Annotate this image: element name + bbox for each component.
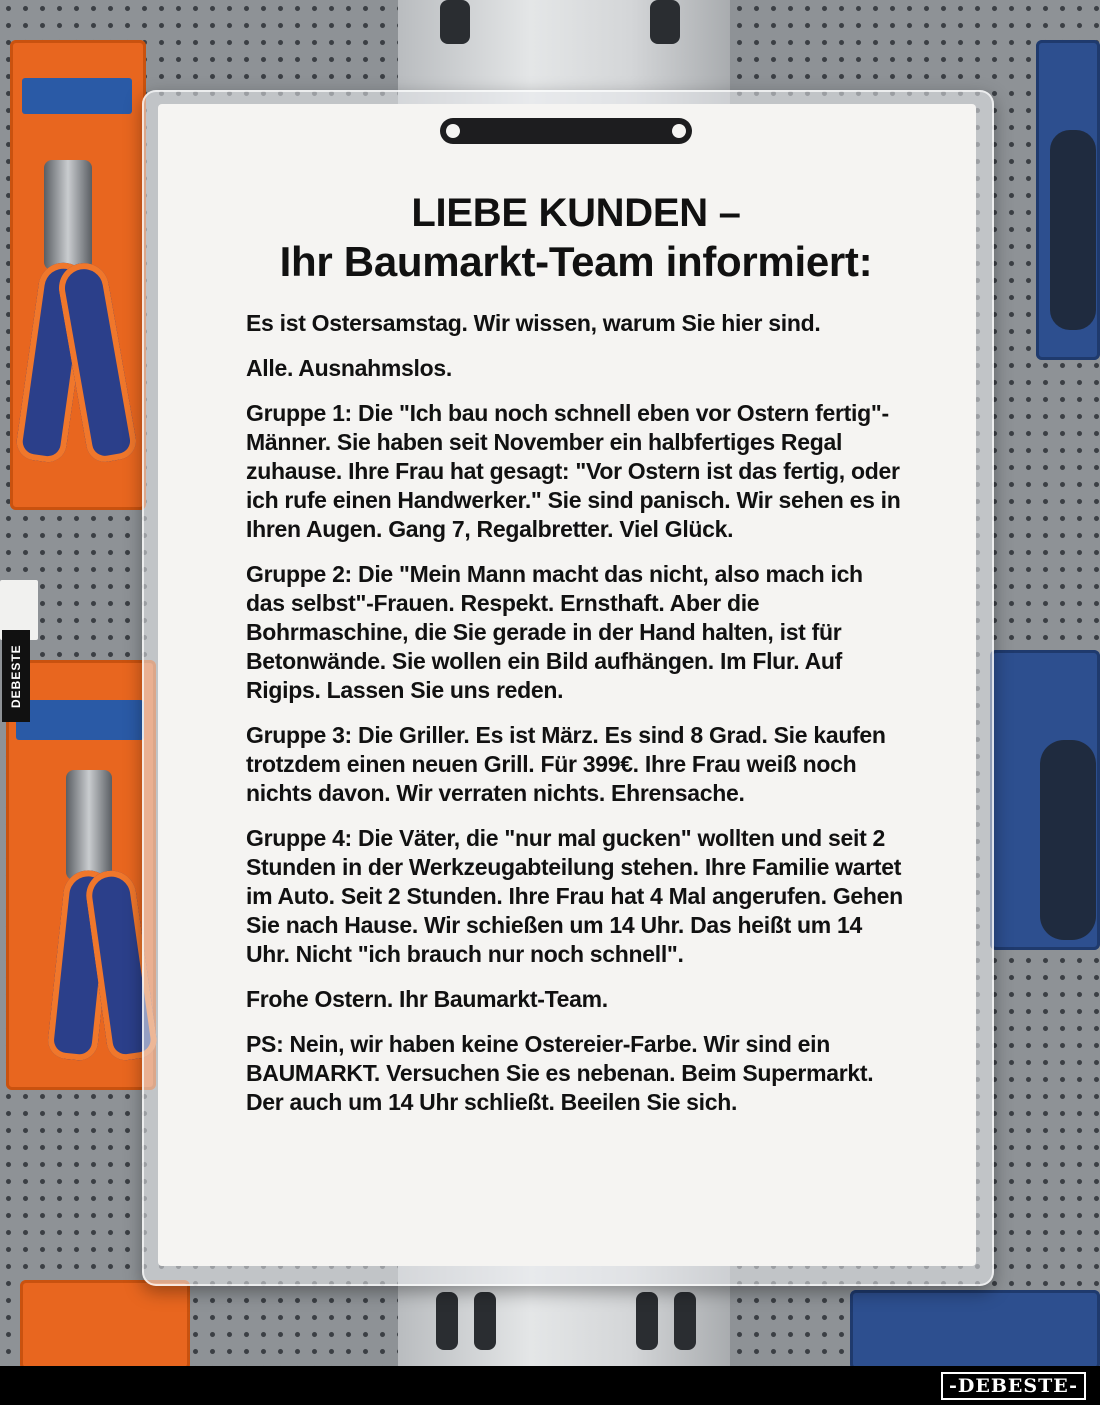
sign-text xyxy=(246,190,906,1133)
sign-paragraph: Gruppe 4: Die Väter, die "nur mal gucken" wollten und seit 2 Stunden in der Werkzeugabteilung stehen. Ihre Familie wartet im Auto. Seit 2 Stunden. Ihre Frau hat 4 Mal angerufen. Gehen Sie nach Hause. Wir schießen um 14 Uhr. Das heißt um 14 Uhr. Nicht "ich brauch nur noch schnell". xyxy=(246,824,903,967)
bottom-watermark: -DEBESTE- xyxy=(941,1372,1086,1400)
rack-slot xyxy=(674,1292,696,1350)
rack-slot xyxy=(636,1292,658,1350)
sign-title-line-2: Ihr Baumarkt-Team informiert: xyxy=(279,238,873,286)
sign-paragraph: Gruppe 1: Die "Ich bau noch schnell eben vor Ostern fertig"-Männer. Sie haben seit November ein halbfertiges Regal zuhause. Ihre Frau hat gesagt: "Vor Ostern ist das fertig, oder ich rufe einen Handwerker." Sie sind panisch. Wir sehen es in Ihren Augen. Gang 7, Regalbretter. Viel Glück. xyxy=(246,399,901,542)
screwdriver-handle xyxy=(1050,130,1096,330)
pliers-head xyxy=(66,770,112,880)
hanger-slot xyxy=(440,118,692,144)
rack-slot xyxy=(440,0,470,44)
sign-paragraph: Es ist Ostersamstag. Wir wissen, warum Sie hier sind. xyxy=(246,309,821,336)
rack-slot xyxy=(650,0,680,44)
bottom-bar xyxy=(0,1366,1100,1405)
package-bottom-right xyxy=(850,1290,1100,1370)
screwdriver-handle xyxy=(1040,740,1096,940)
sign-paragraph: Gruppe 2: Die "Mein Mann macht das nicht, also mach ich das selbst"-Frauen. Respekt. Ernsthaft. Aber die Bohrmaschine, die Sie gerade in der Hand halten, ist für Betonwände. Sie wollen ein Bild aufhängen. Im Flur. Auf Rigips. Lassen Sie uns reden. xyxy=(246,560,863,703)
sign-paragraph: Frohe Ostern. Ihr Baumarkt-Team. xyxy=(246,985,608,1012)
package-label xyxy=(22,78,132,114)
rack-slot xyxy=(436,1292,458,1350)
package-bottom-left xyxy=(20,1280,190,1370)
package-label xyxy=(16,700,144,740)
rack-slot xyxy=(474,1292,496,1350)
sign-paragraph: PS: Nein, wir haben keine Ostereier-Farbe. Wir sind ein BAUMARKT. Versuchen Sie es nebenan. Beim Supermarkt. Der auch um 14 Uhr schließt. Beeilen Sie sich. xyxy=(246,1030,874,1115)
side-watermark: DEBESTE xyxy=(2,630,30,722)
pliers-head xyxy=(44,160,92,270)
sign-title-line-1: LIEBE KUNDEN – xyxy=(411,191,741,235)
sign-paragraph: Alle. Ausnahmslos. xyxy=(246,354,452,381)
sign-paragraph: Gruppe 3: Die Griller. Es ist März. Es sind 8 Grad. Sie kaufen trotzdem einen neuen Grill. Für 399€. Ihre Frau weiß noch nichts davon. Wir verraten nichts. Ehrensache. xyxy=(246,721,886,806)
